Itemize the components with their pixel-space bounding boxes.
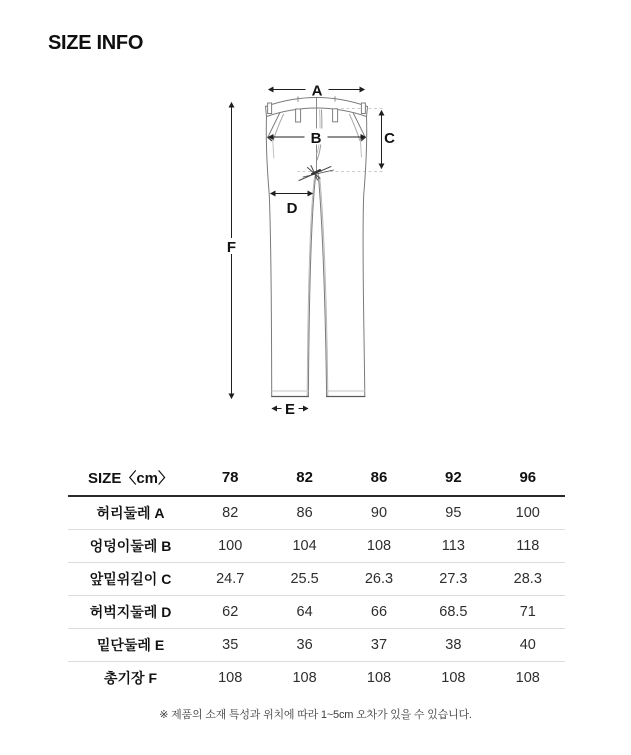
cell-value: 26.3: [342, 563, 416, 596]
page-title: SIZE INFO: [48, 32, 144, 54]
cell-value: 62: [193, 596, 267, 629]
table-row-front-rise: [68, 563, 565, 596]
cell-value: 40: [491, 629, 565, 662]
cell-value: 64: [267, 596, 341, 629]
row-label-total-length: 총기장 F: [103, 670, 157, 686]
cell-value: 95: [416, 496, 490, 530]
size-col-86: 86: [342, 460, 416, 496]
cell-value: 27.3: [416, 563, 490, 596]
cell-value: 28.3: [491, 563, 565, 596]
cell-value: 108: [515, 670, 540, 686]
dim-label-b: B: [310, 130, 322, 147]
size-col-92: 92: [416, 460, 490, 496]
cell-value: 24.7: [193, 563, 267, 596]
row-label-waist: 허리둘레 A: [68, 496, 193, 530]
row-label-hip: 엉덩이둘레 B: [68, 530, 193, 563]
cell-value: 108: [441, 670, 466, 686]
cell-value: 90: [342, 496, 416, 530]
size-col-82: 82: [267, 460, 341, 496]
row-label-front-rise: 앞밑위길이 C: [68, 563, 193, 596]
cell-value: 35: [193, 629, 267, 662]
table-row-total-length: [68, 662, 565, 695]
cell-value: 38: [416, 629, 490, 662]
cell-value: 86: [267, 496, 341, 530]
size-col-96: 96: [491, 460, 565, 496]
cell-value: 100: [193, 530, 267, 563]
cell-value: 82: [193, 496, 267, 530]
cell-value: 66: [342, 596, 416, 629]
cell-value: 104: [267, 530, 341, 563]
table-row-thigh: [68, 596, 565, 629]
dim-label-f: F: [226, 239, 237, 256]
cell-value: 113: [416, 530, 490, 563]
table-row-waist: [68, 496, 565, 530]
cell-value: 108: [292, 670, 317, 686]
dim-label-a: A: [311, 82, 323, 100]
table-row-hem: [68, 629, 565, 662]
cell-value: 108: [366, 670, 392, 686]
cell-value: 71: [491, 596, 565, 629]
row-label-thigh: 허벅지둘레 D: [68, 596, 193, 629]
table-row-hip: [68, 530, 565, 563]
dim-label-c: C: [384, 130, 395, 147]
cell-value: 68.5: [416, 596, 490, 629]
dim-label-d: D: [286, 200, 298, 217]
cell-value: 108: [218, 670, 243, 686]
cell-value: 25.5: [267, 563, 341, 596]
size-table-header-row: [68, 460, 565, 496]
row-label-hem: 밑단둘레 E: [68, 629, 193, 662]
cell-value: 108: [342, 530, 416, 563]
cell-value: 36: [267, 629, 341, 662]
cell-value: 118: [491, 530, 565, 563]
tolerance-footnote: ※ 제품의 소재 특성과 위치에 따라 1~5cm 오차가 있을 수 있습니다.: [159, 709, 472, 721]
size-table: [68, 460, 565, 694]
size-col-78: 78: [193, 460, 267, 496]
size-unit-header: SIZE〈cm〉: [68, 460, 193, 496]
cell-value: 100: [491, 496, 565, 530]
cell-value: 37: [342, 629, 416, 662]
dim-label-e: E: [284, 401, 296, 418]
